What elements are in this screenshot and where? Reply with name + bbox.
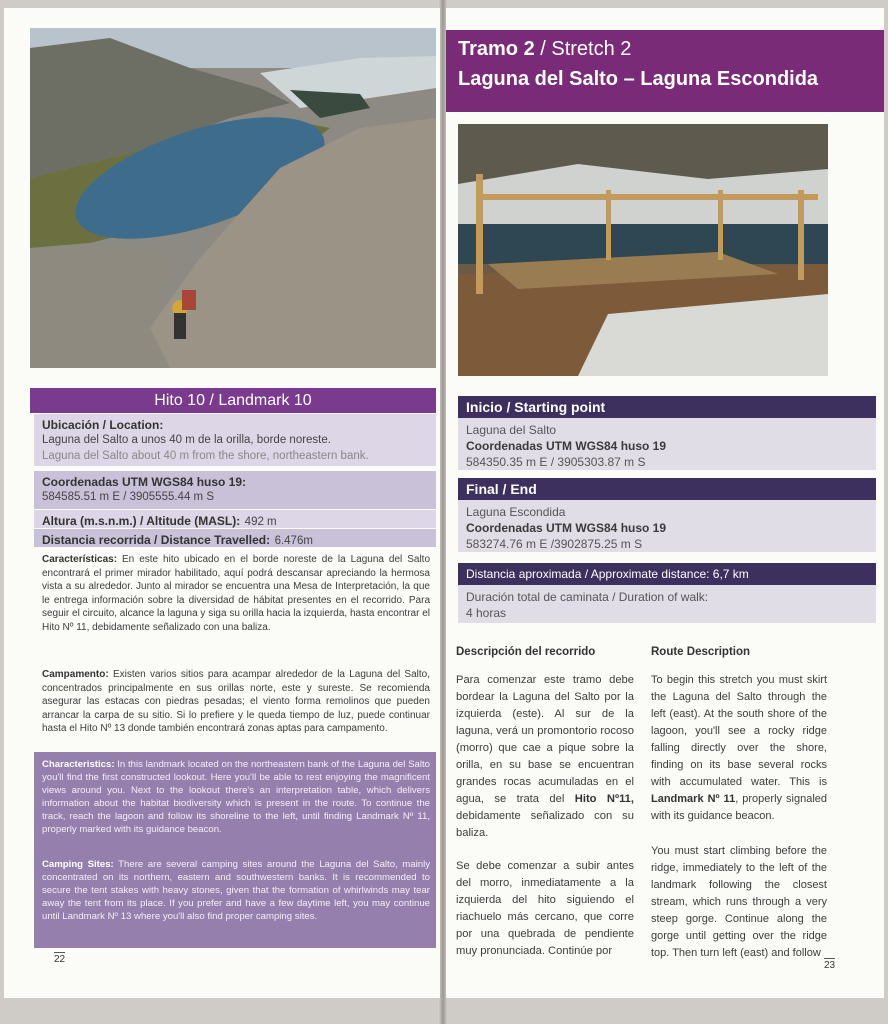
- desc-en-p2: You must start climbing before the ridge, immediately to the left of the landmark following the closest stream, which runs through a very steep gorge. Continue along the gorge until getting over the ridge top. Then turn left (east) and follow: [651, 845, 827, 959]
- end-utm-label: Coordenadas UTM WGS84 huso 19: [466, 521, 667, 535]
- altitude-value: 492 m: [244, 516, 277, 528]
- desc-es-p2: Se debe comenzar a subir antes del morro, inmediatamente a la izquierda del hito siguiendo el riachuelo más cercano, que corre por una quebrada de pendiente muy pronunciada. Continúe por: [456, 860, 634, 957]
- location-es: Laguna del Salto a unos 40 m de la orilla, borde noreste.: [42, 434, 331, 446]
- distance-label: Distancia recorrida / Distance Travelled:: [42, 533, 271, 547]
- caracteristicas-label: Características:: [42, 554, 118, 565]
- tramo-en: / Stretch 2: [534, 38, 632, 60]
- start-header: Inicio / Starting point: [458, 396, 876, 418]
- camping-text: There are several camping sites around the Laguna del Salto, mainly concentrated on its northern, eastern and southwestern banks. It is recommended to secure the tent stakes with heavy stones, given that the formation of whirlwinds may tear away the tent from its place. If you prefer and have a few daytime left, you may continue until Landmark Nº 13 where you'll also find proper camping sites.: [42, 859, 430, 922]
- utm-value: 584585.51 m E / 3905555.44 m S: [42, 491, 214, 503]
- page-number-left: 22: [54, 954, 66, 965]
- end-place: Laguna Escondida: [466, 505, 566, 519]
- characteristics-label: Characteristics:: [42, 759, 115, 770]
- caracteristicas-text: En este hito ubicado en el borde noreste de la Laguna del Salto encontrará el primer mirador habilitado, aquí podrá descansar apreciando la hermosa vista a su alrededor. Junto al mirador se encuentra una Mesa de Interpretación, la que le entrega información sobre la diversidad de hábitat presentes en el recorrido. Para seguir el circuito, alcance la laguna y siga su orilla hacia la izquierda, hasta encontrar el Hito Nº 11, debidamente señalizado con una baliza.: [42, 554, 431, 633]
- campamento-paragraph: [42, 668, 430, 736]
- desc-es-p1: [456, 672, 634, 842]
- stretch-title: [458, 38, 631, 61]
- distance-value: 6.476m: [274, 535, 313, 547]
- camping-paragraph: [42, 858, 430, 923]
- duration-info: [458, 585, 876, 623]
- left-page: [4, 8, 440, 998]
- start-utm-value: 584350.35 m E / 3905303.87 m S: [466, 455, 646, 469]
- location-en: Laguna del Salto about 40 m from the shore, northeastern bank.: [42, 450, 369, 462]
- page-number-right: 23: [824, 960, 836, 971]
- desc-en-p1-b: , properly signaled with its guidance beacon.: [651, 793, 828, 822]
- tramo-es: Tramo 2: [458, 38, 535, 60]
- start-utm-label: Coordenadas UTM WGS84 huso 19: [466, 439, 667, 453]
- mountain-lake-photo: [30, 28, 436, 368]
- altitude-label: Altura (m.s.n.m.) / Altitude (MASL):: [42, 514, 241, 528]
- duration-value: 4 horas: [466, 606, 507, 620]
- distance-row: [42, 531, 313, 549]
- caracteristicas-paragraph: [42, 553, 430, 635]
- desc-es-p1-b: debidamente señalizado con su baliza.: [456, 810, 634, 839]
- campamento-label: Campamento:: [42, 669, 109, 680]
- desc-en-header: Route Description: [651, 646, 751, 658]
- desc-en-p1-bold: Landmark Nº 11: [651, 793, 736, 805]
- end-header: Final / End: [458, 478, 876, 500]
- route-title: Laguna del Salto – Laguna Escondida: [458, 68, 819, 90]
- desc-en-p1-a: To begin this stretch you must skirt the Laguna del Salto through the left (east). At the south shore of the lagoon, you'll see a rocky ridge falling directly over the shore, finding on its base several rocks with accumulated water. This is: [651, 674, 827, 788]
- end-utm-value: 583274.76 m E /3902875.25 m S: [466, 537, 643, 551]
- start-place: Laguna del Salto: [466, 423, 557, 437]
- campamento-text: Existen varios sitios para acampar alrededor de la Laguna del Salto, concentrados principalmente en sus orillas norte, este y sureste. Se recomienda asegurar las estacas con piedras pesadas; el viento forma remolinos que pueden arrancar la carpa de su sitio. Si lo prefiere y le queda tiempo de luz, puede continuar hasta el Hito Nº 13 donde también encontrará zonas aptas para campamento.: [42, 669, 430, 735]
- desc-en-p1: [651, 672, 827, 825]
- desc-es-p1-a: Para comenzar este tramo debe bordear la Laguna del Salto por la izquierda (este). Al sur de la laguna, verá un promontorio rocoso (morro) que cae a pique sobre la orilla, en su base se encuentran grandes rocas acumuladas en el agua, se trata del: [456, 674, 634, 805]
- end-info: [458, 500, 876, 552]
- distance-line: Distancia aproximada / Approximate distance: 6,7 km: [458, 563, 876, 585]
- desc-es-header: Descripción del recorrido: [456, 646, 596, 658]
- start-info: [458, 418, 876, 470]
- characteristics-paragraph: [42, 758, 430, 836]
- altitude-row: [42, 512, 277, 530]
- utm-label: Coordenadas UTM WGS84 huso 19:: [42, 475, 247, 489]
- characteristics-text: In this landmark located on the northeastern bank of the Laguna del Salto you'll find the first constructed lookout. Here you'll be able to rest enjoying the magnificent views around you. Next to the lookout there's an interpretation table, which delivers information about the habitat biodiversity which is present in the route. To continue the track, reach the lagoon and follow its shoreline to the left, until finding Landmark Nº 11, properly marked with its guidance beacon.: [42, 759, 430, 835]
- duration-label: Duración total de caminata / Duration of walk:: [466, 590, 709, 604]
- landmark-title: Hito 10 / Landmark 10: [30, 388, 436, 413]
- right-page: [446, 8, 884, 998]
- location-label: Ubicación / Location:: [42, 418, 164, 432]
- desc-es-p1-bold: Hito Nº11,: [574, 793, 634, 805]
- camping-label: Camping Sites:: [42, 859, 114, 870]
- lookout-photo: [458, 124, 828, 376]
